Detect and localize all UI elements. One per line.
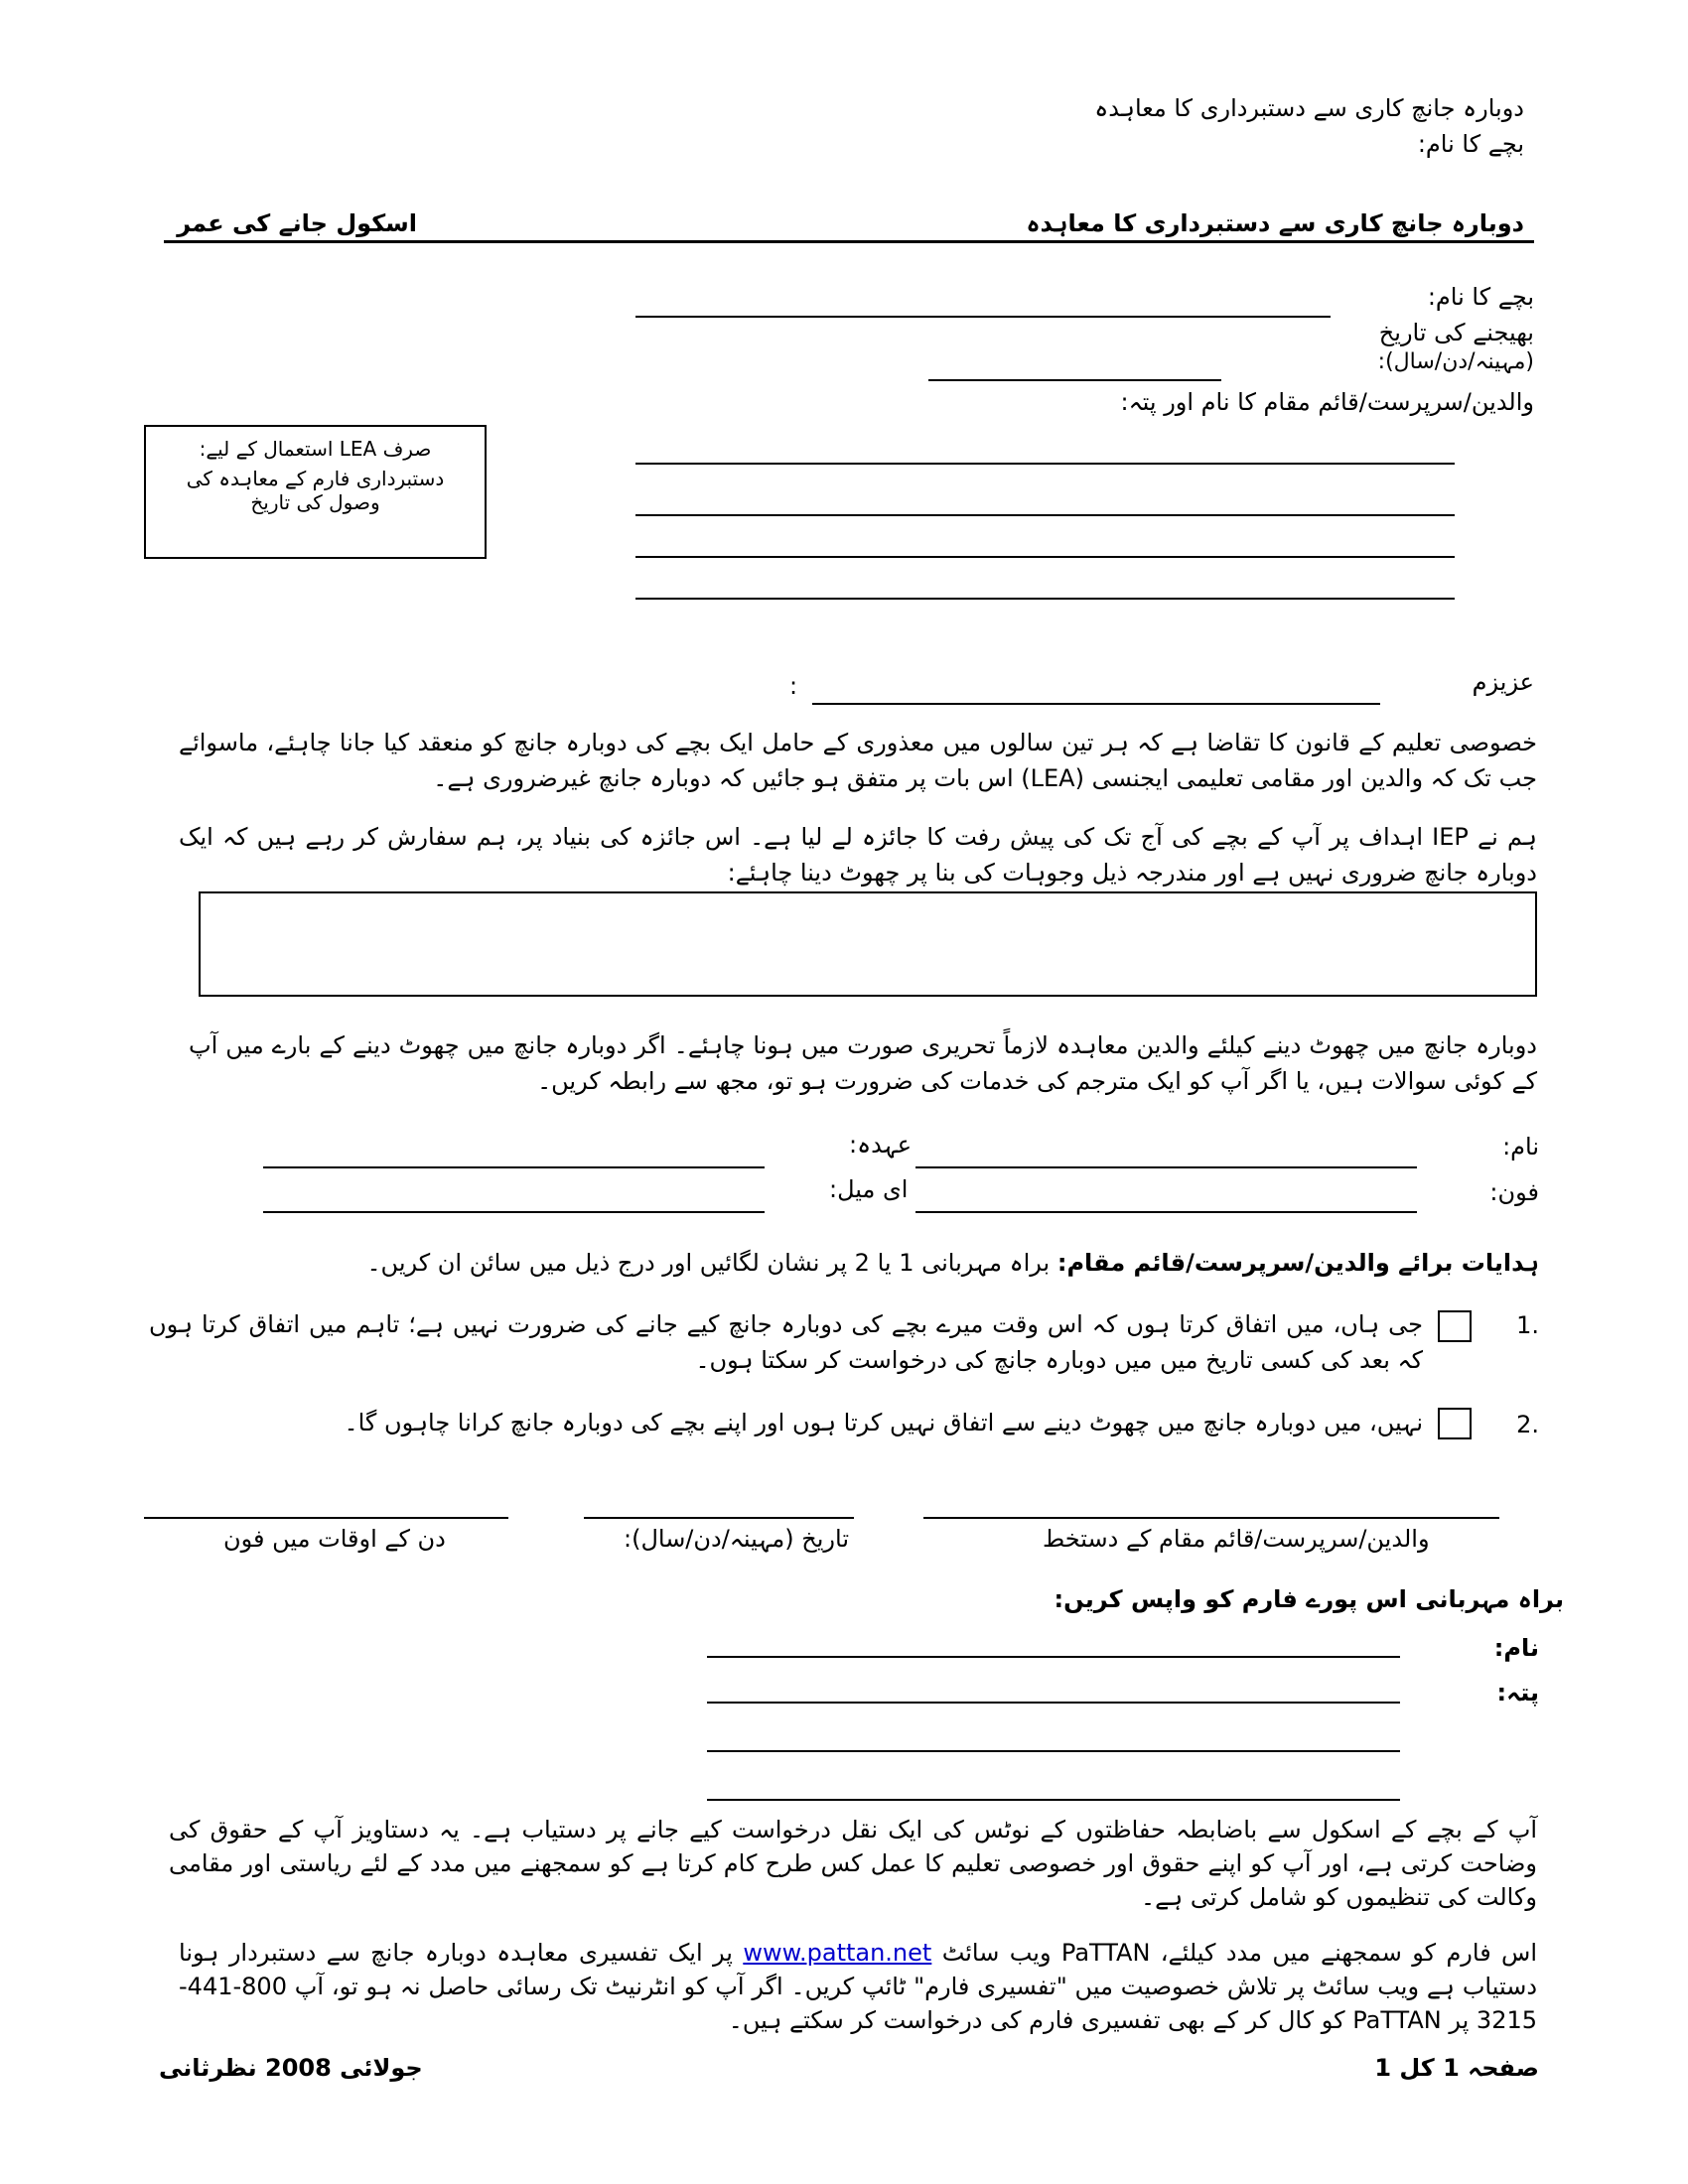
- footer-revision: جولائی 2008 نظرثانی: [159, 2054, 423, 2082]
- return-name-label: نام:: [1493, 1634, 1539, 1662]
- date-line[interactable]: [584, 1517, 854, 1519]
- contact-title-label: عہدہ:: [849, 1131, 913, 1159]
- paragraph-pattan-help: [179, 1936, 1537, 2037]
- signature-line[interactable]: [923, 1517, 1499, 1519]
- child-name-label: بچے کا نام:: [1427, 283, 1534, 311]
- return-address-line-2[interactable]: [707, 1750, 1400, 1752]
- option-1-text: جی ہاں، میں اتفاق کرتا ہوں کہ اس وقت میرے بچے کی دوبارہ جانچ کیے جانے کی ضرورت نہیں ہے؛ تاہم میں اتفاق کرتا ہوں کہ بعد کی کسی تاریخ میں میں دوبارہ جانچ کی درخواست کر سکتا ہوں۔: [149, 1310, 1423, 1374]
- instructions-heading: ہدایات برائے والدین/سرپرست/قائم مقام:: [1056, 1249, 1539, 1277]
- lea-box-body: دستبرداری فارم کے معاہدہ کی وصول کی تاریخ: [186, 467, 445, 514]
- return-address-line-1[interactable]: [707, 1702, 1400, 1704]
- signature-label: والدین/سرپرست/قائم مقام کے دستخط: [1043, 1525, 1430, 1553]
- parent-address-line-1[interactable]: [635, 463, 1455, 465]
- paragraph-written-agreement: دوبارہ جانچ میں چھوٹ دینے کیلئے والدین معاہدہ لازماً تحریری صورت میں ہونا چاہئے۔ اگر دوبارہ جانچ میں چھوٹ دینے کے بارے میں آپ کے کوئی سوالات ہیں، یا اگر آپ کو ایک مترجم کی خدمات کی ضرورت ہو تو، مجھ سے رابطہ کریں۔: [189, 1031, 1537, 1095]
- contact-name-label: نام:: [1502, 1133, 1539, 1160]
- option-2-text: نہیں، میں دوبارہ جانچ میں چھوٹ دینے سے اتفاق نہیں کرتا ہوں اور اپنے بچے کی دوبارہ جانچ کرانا چاہوں گا۔: [344, 1409, 1423, 1436]
- lea-box-title: صرف LEA استعمال کے لیے:: [199, 437, 432, 461]
- dear-name-field[interactable]: [812, 703, 1380, 705]
- paragraph-law-requirement: خصوصی تعلیم کے قانون کا تقاضا ہے کہ ہر تین سالوں میں معذوری کے حامل ایک بچے کی دوبارہ جانچ کو منعقد کیا جانا چاہئے، ماسوائے جب تک کہ والدین اور مقامی تعلیمی ایجنسی (LEA) اس بات پر متفق ہو جائیں کہ دوبارہ جانچ غیرضروری ہے۔: [179, 729, 1537, 792]
- title-form-name: دوبارہ جانچ کاری سے دستبرداری کا معاہدہ: [1026, 209, 1524, 237]
- contact-title-field[interactable]: [263, 1166, 765, 1168]
- parent-address-line-3[interactable]: [635, 556, 1455, 558]
- dear-label: عزیزم: [1472, 668, 1534, 696]
- return-form-heading: براہ مہربانی اس پورے فارم کو واپس کریں:: [1054, 1585, 1564, 1613]
- send-date-label: بھیجنے کی تاریخ: [1378, 319, 1534, 346]
- contact-phone-field[interactable]: [915, 1211, 1417, 1213]
- title-underline: [164, 240, 1534, 243]
- return-address-label: پتہ:: [1496, 1679, 1539, 1706]
- return-name-field[interactable]: [707, 1656, 1400, 1658]
- option-2-number: 2.: [1516, 1411, 1539, 1438]
- dear-colon: :: [789, 672, 798, 700]
- day-phone-label: دن کے اوقات میں فون: [223, 1525, 446, 1553]
- parent-address-line-4[interactable]: [635, 598, 1455, 600]
- option-1-number: 1.: [1516, 1311, 1539, 1339]
- pattan-text-2: پر ایک تفسیری معاہدہ دوبارہ جانچ سے دستبردار ہونا دستیاب ہے ویب سائٹ پر تلاش خصوصیت میں "تفسیری فارم" ٹائپ کریں۔ اگر آپ کو انٹرنیٹ تک رسائی حاصل نہ ہو تو، آپ 800-441-3215 پر PaTTAN کو کال کر کے بھی تفسیری فارم کی درخواست کر سکتے ہیں۔: [179, 1939, 1537, 2034]
- send-date-format: (مہینہ/دن/سال):: [1377, 349, 1534, 374]
- date-label: تاریخ (مہینہ/دن/سال):: [624, 1525, 850, 1553]
- contact-email-label: ای میل:: [829, 1175, 909, 1203]
- return-address-line-3[interactable]: [707, 1799, 1400, 1801]
- option-1-checkbox[interactable]: [1438, 1310, 1472, 1342]
- contact-phone-label: فون:: [1489, 1178, 1539, 1206]
- contact-email-field[interactable]: [263, 1211, 765, 1213]
- parent-address-line-2[interactable]: [635, 514, 1455, 516]
- pattan-website-link[interactable]: www.pattan.net: [743, 1939, 932, 1967]
- reasons-text-box[interactable]: [199, 891, 1537, 997]
- parent-name-address-label: والدین/سرپرست/قائم مقام کا نام اور پتہ:: [1120, 388, 1534, 416]
- child-name-field[interactable]: [635, 316, 1331, 318]
- parent-instructions: [248, 1246, 1539, 1280]
- footer-page-number: صفحہ 1 کل 1: [1374, 2054, 1539, 2082]
- instructions-text: براہ مہربانی 1 یا 2 پر نشان لگائیں اور درج ذیل میں سائن ان کریں۔: [366, 1249, 1057, 1277]
- send-date-field[interactable]: [928, 379, 1221, 381]
- paragraph-iep-review: ہم نے IEP اہداف پر آپ کے بچے کی آج تک کی پیش رفت کا جائزہ لے لیا ہے۔ اس جائزہ کی بنیاد پر، ہم سفارش کر رہے ہیں کہ ایک دوبارہ جانچ ضروری نہیں ہے اور مندرجہ ذیل وجوہات کی بنا پر چھوٹ دینا چاہئے:: [179, 823, 1537, 887]
- header-child-name-label: بچے کا نام:: [1417, 130, 1524, 158]
- lea-use-box: [144, 425, 487, 559]
- title-school-age: اسکول جانے کی عمر: [177, 209, 417, 237]
- option-2-checkbox[interactable]: [1438, 1408, 1472, 1439]
- pattan-text-1: اس فارم کو سمجھنے میں مدد کیلئے، PaTTAN ویب سائٹ: [931, 1939, 1538, 1967]
- contact-name-field[interactable]: [915, 1166, 1417, 1168]
- paragraph-procedural-safeguards: آپ کے بچے کے اسکول سے باضابطہ حفاظتوں کے نوٹس کی ایک نقل درخواست کیے جانے پر دستیاب ہے۔ یہ دستاویز آپ کے حقوق کی وضاحت کرتی ہے، اور آپ کو اپنے حقوق اور خصوصی تعلیم کا عمل کس طرح کام کرتا ہے کو سمجھنے میں مدد کے لئے ریاستی اور مقامی وکالت کی تنظیموں کو شامل کرتی ہے۔: [169, 1816, 1537, 1911]
- day-phone-line[interactable]: [144, 1517, 508, 1519]
- header-form-title: دوبارہ جانچ کاری سے دستبرداری کا معاہدہ: [1094, 94, 1524, 122]
